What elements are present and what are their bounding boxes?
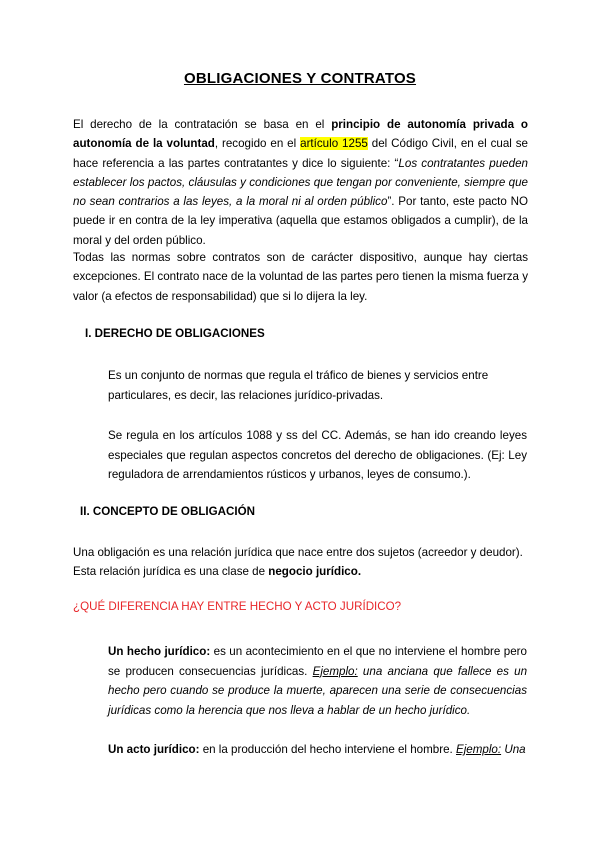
section-heading-concepto: II. CONCEPTO DE OBLIGACIÓN [80,505,255,518]
acto-example-text: Una [501,743,526,756]
definition-line-1: Es un conjunto de normas que regula el tráfico de bienes y servicios entre [108,369,489,382]
intro-paragraph [73,115,528,250]
hecho-example-text: una anciana que fallece es un hecho pero cuando se produce la muerte, aparecen una serie de consecuencias jurídicas como la herencia que nos lleva a hablar de un hecho jurídico. [108,664,528,717]
intro-bold-principle: principio de autonomía privada o autonomía de la voluntad [73,118,528,151]
concepto-line-1: Una obligación es una relación jurídica que nace entre dos sujetos (acreedor y deudor). [73,546,523,559]
concepto-line-2 [73,562,528,581]
acto-text: en la producción del hecho interviene el hombre. [199,743,456,756]
acto-label: Un acto jurídico: [108,743,200,756]
acto-example-label: Ejemplo: [455,743,502,756]
hecho-example-label: Ejemplo: [312,664,358,678]
page-title: OBLIGACIONES Y CONTRATOS [183,70,417,87]
concepto-negocio-juridico: negocio jurídico. [268,565,362,579]
section-heading-obligaciones: I. DERECHO DE OBLIGACIONES [85,327,265,340]
intro-quote: Los contratantes pueden establecer los pactos, cláusulas y condiciones que tengan por conveniente, siempre que no sean contrarios a las leyes, a la moral ni al orden público [73,156,528,209]
intro-text-3: del Código Civil, en el cual se hace referencia a las partes contratantes y dice lo siguiente: “ [73,137,528,170]
hecho-label: Un hecho jurídico: [108,645,211,658]
concepto-line-2-text: Esta relación jurídica es una clase de [73,565,269,579]
intro-text-2: , recogido en el [214,137,301,151]
obligaciones-regulation: Se regula en los artículos 1088 y ss del CC. Además, se han ido creando leyes especiales que regulan aspectos concretos del derecho de obligaciones. (Ej: Ley reguladora de arrendamientos rústicos y urbanos, leyes de consumo.). [108,429,527,481]
question-heading: ¿QUÉ DIFERENCIA HAY ENTRE HECHO Y ACTO JURÍDICO? [73,600,402,613]
obligaciones-definition [108,366,527,405]
definition-line-2: particulares, es decir, las relaciones jurídico-privadas. [108,388,384,402]
concepto-paragraph [73,543,528,582]
dispositive-paragraph: Todas las normas sobre contratos son de carácter dispositivo, aunque hay ciertas excepciones. El contrato nace de la voluntad de las partes pero tienen la misma fuerza y valor (a efectos de responsabilidad) que si lo dijera la ley. [73,251,528,303]
hecho-text: es un acontecimiento en el que no interviene el hombre pero se producen consecuencias jurídicas. [108,645,527,678]
hecho-juridico-paragraph [108,642,527,720]
intro-text-4: ”. Por tanto, este pacto NO puede ir en contra de la ley imperativa (aquella que estamos obligados a cumplir), de la moral y del orden público. [73,195,528,247]
highlighted-article: artículo 1255 [300,137,368,151]
acto-juridico-paragraph [108,740,527,759]
intro-text-1: El derecho de la contratación se basa en el [73,118,332,131]
